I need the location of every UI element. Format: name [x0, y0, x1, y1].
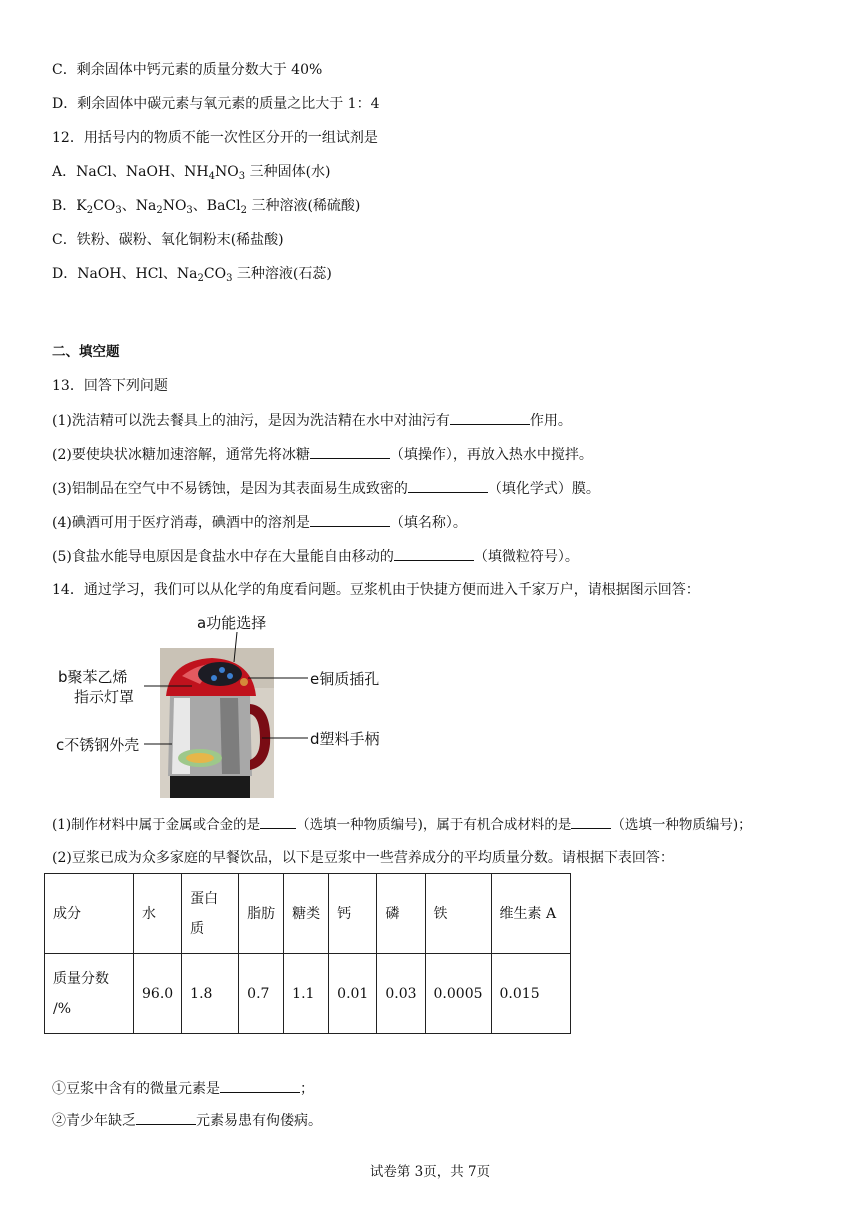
q12-option-a: A．NaCl、NaOH、$NH_4NO_3$ 三种固体(水) [52, 164, 331, 182]
table-cell: 水 [134, 874, 182, 954]
q13-part-5: (5)食盐水能导电原因是食盐水中存在大量能自由移动的 （填微粒符号）。 [52, 546, 579, 567]
answer-blank[interactable] [450, 410, 530, 425]
answer-blank[interactable] [310, 444, 390, 459]
q11-option-c: C．剩余固体中钙元素的质量分数大于 40% [52, 62, 323, 78]
answer-blank[interactable] [571, 814, 611, 829]
nutrition-table [44, 873, 571, 1034]
table-cell: 铁 [425, 874, 491, 954]
figure-label-d: d塑料手柄 [310, 730, 380, 748]
figure-label-b-line1: b聚苯乙烯 [58, 668, 128, 686]
q13-part-2: (2)要使块状冰糖加速溶解，通常先将冰糖 （填操作），再放入热水中搅拌。 [52, 444, 593, 465]
table-row [45, 954, 571, 1034]
label-leader-lines [52, 612, 412, 802]
q14-subquestion-1: ①豆浆中含有的微量元素是 ； [52, 1078, 314, 1099]
table-cell: 0.7 [239, 954, 284, 1034]
answer-blank[interactable] [260, 814, 296, 829]
answer-blank[interactable] [394, 546, 474, 561]
soymilk-machine-figure [52, 612, 412, 802]
answer-blank[interactable] [408, 478, 488, 493]
q13-part-1: (1)洗洁精可以洗去餐具上的油污，是因为洗洁精在水中对油污有 作用。 [52, 410, 572, 431]
table-cell: 蛋白 质 [182, 874, 239, 954]
figure-label-a: a功能选择 [197, 614, 267, 632]
table-cell: 磷 [377, 874, 425, 954]
page-footer: 试卷第 3页，共 7页 [369, 1164, 491, 1180]
figure-label-b-line2: 指示灯罩 [74, 688, 135, 706]
q12-option-d: D．NaOH、HCl、$Na_2CO_3$ 三种溶液(石蕊) [52, 266, 332, 284]
table-row-label: 质量分数 /% [45, 954, 134, 1034]
table-cell: 96.0 [134, 954, 182, 1034]
table-row [45, 874, 571, 954]
answer-blank[interactable] [220, 1078, 300, 1093]
table-cell: 1.8 [182, 954, 239, 1034]
q11-option-d: D．剩余固体中碳元素与氧元素的质量之比大于 1：4 [52, 96, 380, 112]
section-title: 二、填空题 [52, 344, 120, 360]
q12-option-c: C．铁粉、碳粉、氧化铜粉末(稀盐酸) [52, 232, 284, 248]
table-cell: 0.0005 [425, 954, 491, 1034]
table-cell: 0.03 [377, 954, 425, 1034]
q14-subquestion-2: ②青少年缺乏 元素易患有佝偻病。 [52, 1110, 322, 1131]
table-cell: 0.015 [491, 954, 570, 1034]
table-cell: 1.1 [284, 954, 329, 1034]
q14-stem: 14．通过学习，我们可以从化学的角度看问题。豆浆机由于快捷方便而进入千家万户，请根据图示回答： [52, 582, 700, 598]
q14-part-2: (2)豆浆已成为众多家庭的早餐饮品，以下是豆浆中一些营养成分的平均质量分数。请根据下表回答： [52, 850, 674, 866]
table-cell: 脂肪 [239, 874, 284, 954]
figure-label-e: e铜质插孔 [310, 670, 380, 688]
table-cell: 钙 [329, 874, 377, 954]
q13-stem: 13．回答下列问题 [52, 378, 168, 394]
table-header-label: 成分 [45, 874, 134, 954]
q13-part-3: (3)铝制品在空气中不易锈蚀，是因为其表面易生成致密的 （填化学式）膜。 [52, 478, 600, 499]
table-cell: 糖类 [284, 874, 329, 954]
q14-part-1: (1)制作材料中属于金属或合金的是 （选填一种物质编号)，属于有机合成材料的是 （选填一种物质编号)； [52, 814, 752, 835]
q12-option-b: B．$K_2CO_3$、$Na_2NO_3$、BaCl$_2$ 三种溶液(稀硫酸) [52, 198, 361, 216]
answer-blank[interactable] [310, 512, 390, 527]
table-cell: 0.01 [329, 954, 377, 1034]
answer-blank[interactable] [136, 1110, 196, 1125]
q13-part-4: (4)碘酒可用于医疗消毒，碘酒中的溶剂是 （填名称）。 [52, 512, 467, 533]
table-cell: 维生素 A [491, 874, 570, 954]
figure-label-c: c不锈钢外壳 [56, 736, 140, 754]
q12-stem: 12．用括号内的物质不能一次性区分开的一组试剂是 [52, 130, 378, 146]
